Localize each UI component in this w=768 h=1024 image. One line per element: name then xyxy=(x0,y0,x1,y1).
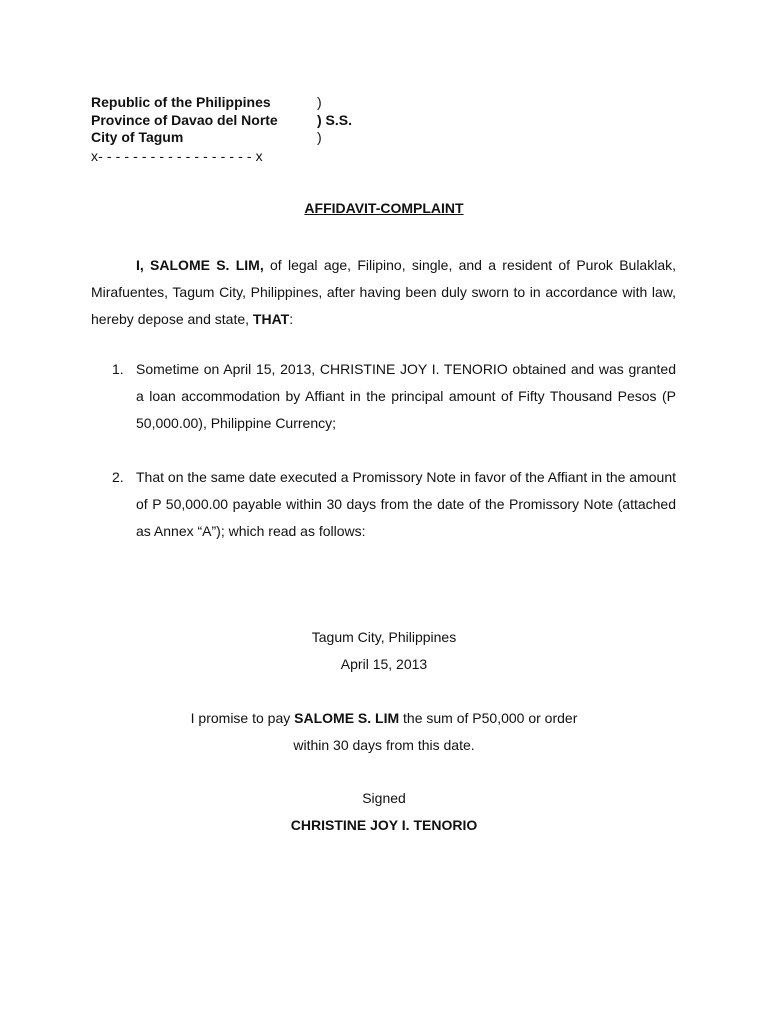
note-date: April 15, 2013 xyxy=(340,656,428,672)
intro-paragraph xyxy=(91,252,676,333)
list-item-text: Sometime on April 15, 2013, CHRISTINE JOY I. TENORIO obtained and was granted a loan accommodation by Affiant in the principal amount of Fifty Thousand Pesos (P 50,000.00), Philippine Currency; xyxy=(136,361,676,431)
note-term-line: within 30 days from this date. xyxy=(293,737,475,753)
note-promise-prefix: I promise to pay xyxy=(190,710,295,726)
affiant-name: I, SALOME S. LIM, xyxy=(136,257,264,273)
caption-republic: Republic of the Philippines xyxy=(91,94,271,110)
note-place: Tagum City, Philippines xyxy=(311,629,457,645)
note-payee: SALOME S. LIM xyxy=(294,710,400,726)
caption-row-city xyxy=(91,129,391,147)
note-signed-label: Signed xyxy=(362,790,406,806)
document-title: AFFIDAVIT-COMPLAINT xyxy=(304,200,464,216)
note-promise-suffix: the sum of P50,000 or order xyxy=(399,710,578,726)
caption-separator: x- - - - - - - - - - - - - - - - - - x xyxy=(91,147,263,164)
caption-row-republic xyxy=(91,94,391,112)
venue-caption xyxy=(91,94,391,165)
intro-colon: : xyxy=(289,311,294,327)
list-item-number: 1. xyxy=(112,361,124,377)
caption-province-mark: ) S.S. xyxy=(317,111,353,128)
note-promise-line xyxy=(0,705,768,732)
note-signer-name: CHRISTINE JOY I. TENORIO xyxy=(290,817,478,833)
caption-province: Province of Davao del Norte xyxy=(91,111,278,128)
list-item-number: 2. xyxy=(112,469,124,485)
list-item xyxy=(91,464,676,545)
caption-row-province xyxy=(91,112,391,130)
list-item-text: That on the same date executed a Promissory Note in favor of the Affiant in the amount of P 50,000.00 payable within 30 days from the date of the Promissory Note (attached as Annex “A”); which read as follows: xyxy=(136,469,676,539)
intro-text: of legal age, Filipino, single, and a resident of Purok Bulaklak, Mirafuentes, Tagum City, Philippines, after having been duly sworn to in accordance with law, hereby depose and state, xyxy=(91,257,676,327)
caption-city: City of Tagum xyxy=(91,129,184,146)
caption-republic-mark: ) xyxy=(317,94,322,110)
caption-city-mark: ) xyxy=(317,129,322,146)
that-keyword: THAT xyxy=(252,311,290,327)
list-item xyxy=(91,356,676,437)
